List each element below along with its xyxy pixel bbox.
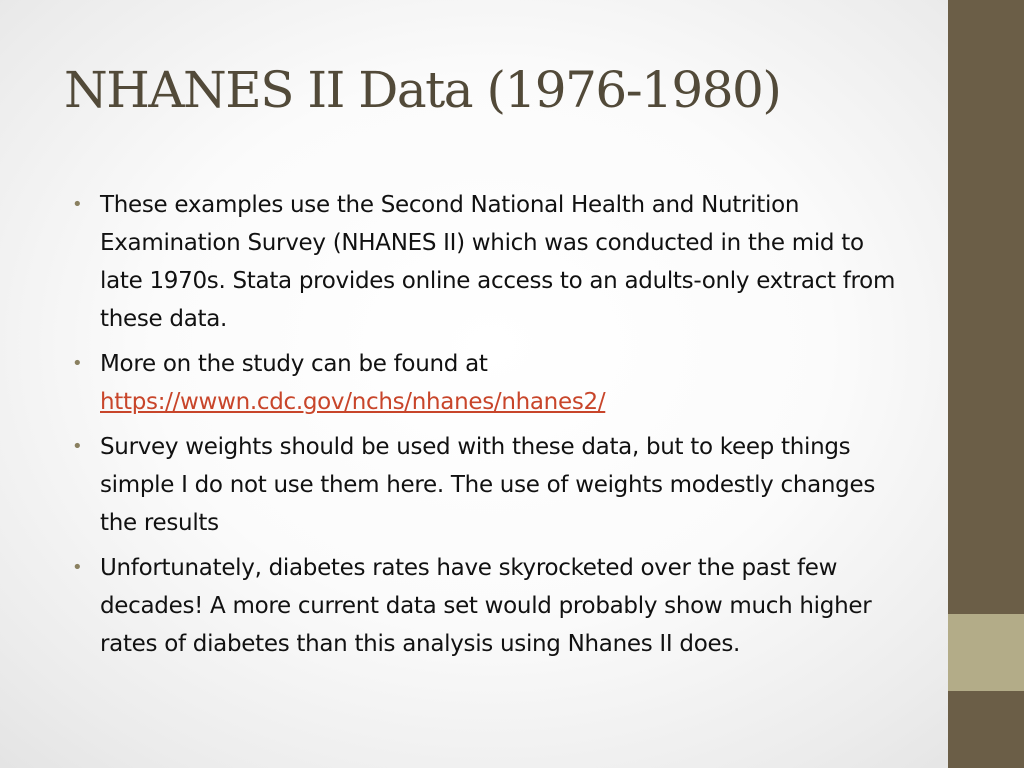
bullet-text: Survey weights should be used with these data, but to keep things simple I do not use them here. The use of weights modestly changes the results (100, 434, 876, 536)
sidebar-accent-block (948, 614, 1024, 691)
bullet-item (72, 549, 900, 663)
bullet-list (72, 186, 900, 670)
bullet-text: These examples use the Second National Health and Nutrition Examination Survey (NHANES II) which was conducted in the mid to late 1970s. Stata provides online access to an adults-only extract from these data. (100, 192, 896, 332)
nhanes2-link[interactable]: https://wwwn.cdc.gov/nchs/nhanes/nhanes2/ (100, 389, 606, 415)
bullet-icon: • (72, 194, 83, 215)
bullet-text: Unfortunately, diabetes rates have skyrocketed over the past few decades! A more current data set would probably show much higher rates of diabetes than this analysis using Nhanes II does. (100, 555, 872, 657)
bullet-icon: • (72, 557, 83, 578)
bullet-item (72, 428, 900, 542)
bullet-item (72, 186, 900, 338)
bullet-text: More on the study can be found at (100, 351, 488, 377)
bullet-item (72, 345, 900, 421)
bullet-icon: • (72, 436, 83, 457)
slide-title: NHANES II Data (1976-1980) (64, 61, 781, 119)
bullet-icon: • (72, 353, 83, 374)
